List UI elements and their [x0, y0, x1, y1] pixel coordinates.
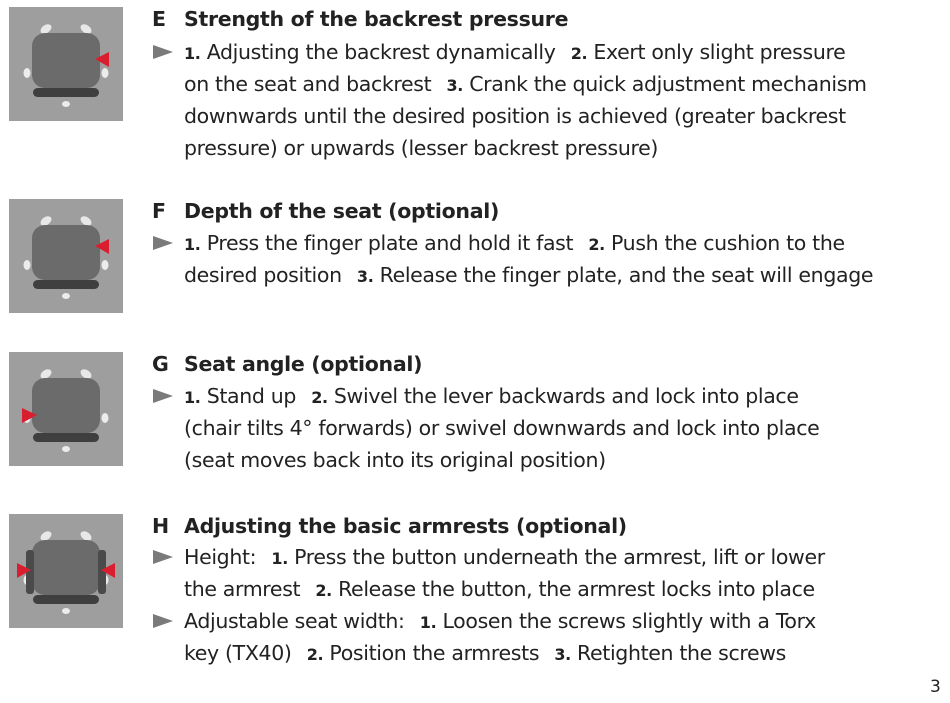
step-number: 1. [271, 549, 288, 568]
section-title: Adjusting the basic armrests (optional) [184, 514, 627, 538]
instruction-line [184, 68, 867, 102]
step-number: 2. [306, 645, 324, 664]
section-title: Depth of the seat (optional) [184, 199, 500, 223]
step-number: 2. [311, 388, 328, 407]
step-text: key (TX40) [184, 641, 292, 665]
step-number: 1. [184, 235, 201, 254]
step-text: Stand up [206, 384, 297, 408]
step-text: Release the button, the armrest locks into place [338, 577, 815, 601]
step-number: 3. [554, 645, 571, 664]
bullet-arrow [153, 45, 173, 59]
bullet-arrow [153, 614, 173, 628]
step-number: 1. [419, 613, 437, 632]
sub-label: Height: [184, 545, 257, 569]
instruction-line [184, 541, 825, 575]
bullet-arrow [153, 550, 173, 564]
instruction-line [184, 259, 873, 293]
instruction-line: (seat moves back into its original position) [184, 448, 606, 472]
step-text: Swivel the lever backwards and lock into place [333, 384, 799, 408]
step-text: Loosen the screws slightly with a Torx [442, 609, 816, 633]
step-text: Release the finger plate, and the seat will engage [379, 263, 874, 287]
instruction-line: downwards until the desired position is achieved (greater backrest [184, 104, 846, 128]
instruction-line [184, 227, 845, 261]
instruction-line [184, 36, 845, 70]
step-text: Push the cushion to the [611, 231, 845, 255]
section-letter: G [152, 352, 169, 376]
chair-seat-angle-icon [9, 352, 123, 466]
step-text: Crank the quick adjustment mechanism [469, 72, 867, 96]
step-text: Exert only slight pressure [593, 40, 846, 64]
step-number: 3. [446, 76, 464, 95]
instruction-line [184, 605, 816, 639]
section-letter: F [152, 199, 166, 223]
section-title: Seat angle (optional) [184, 352, 423, 376]
step-text: Press the finger plate and hold it fast [206, 231, 574, 255]
step-text: Adjusting the backrest dynamically [206, 40, 556, 64]
instruction-line [184, 380, 799, 414]
chair-seat-depth-icon [9, 199, 123, 313]
instruction-line [184, 573, 815, 607]
instruction-line: pressure) or upwards (lesser backrest pressure) [184, 136, 659, 160]
step-number: 2. [570, 44, 588, 63]
step-number: 2. [588, 235, 605, 254]
step-number: 3. [356, 267, 374, 286]
section-letter: E [152, 7, 166, 31]
step-text: Retighten the screws [577, 641, 786, 665]
step-text: the armrest [184, 577, 301, 601]
instruction-line: (chair tilts 4° forwards) or swivel downwards and lock into place [184, 416, 820, 440]
section-title: Strength of the backrest pressure [184, 7, 569, 31]
page-number: 3 [930, 677, 941, 697]
chair-armrests-icon [9, 514, 123, 628]
step-text: Press the button underneath the armrest, lift or lower [294, 545, 825, 569]
step-text: Position the armrests [329, 641, 540, 665]
instruction-line [184, 637, 786, 671]
step-number: 2. [315, 581, 332, 600]
chair-backrest-icon [9, 7, 123, 121]
step-text: on the seat and backrest [184, 72, 432, 96]
section-letter: H [152, 514, 169, 538]
bullet-arrow [153, 389, 173, 403]
step-number: 1. [184, 388, 201, 407]
step-number: 1. [184, 44, 201, 63]
bullet-arrow [153, 236, 173, 250]
sub-label: Adjustable seat width: [184, 609, 405, 633]
step-text: desired position [184, 263, 342, 287]
